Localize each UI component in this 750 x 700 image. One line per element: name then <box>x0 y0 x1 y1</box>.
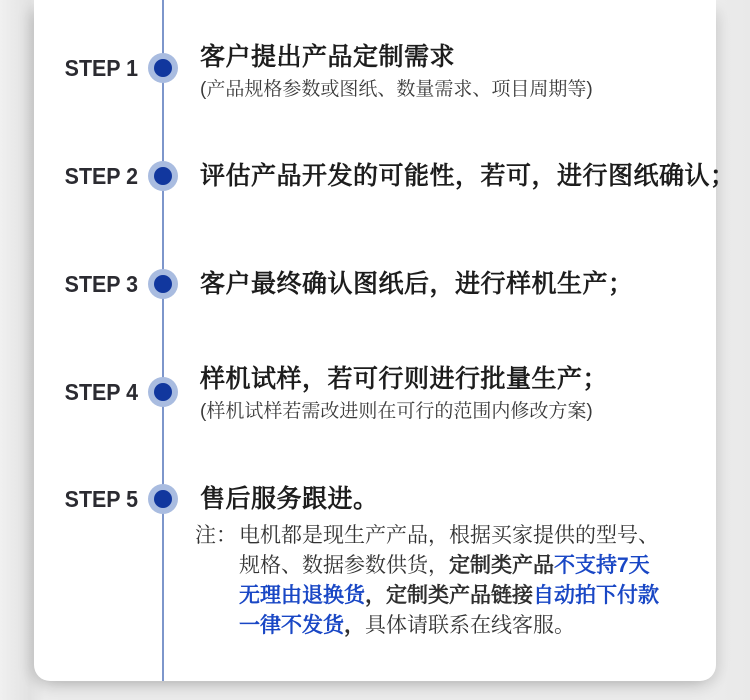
timeline-dot-step2 <box>148 161 178 191</box>
timeline-dot-step1 <box>148 53 178 83</box>
timeline-dot-step3 <box>148 269 178 299</box>
step4-content <box>200 363 700 425</box>
step4-subtitle: (样机试样若需改进则在可行的范围内修改方案) <box>200 401 593 422</box>
process-card <box>34 0 736 681</box>
note-segment: 自动拍下付款一律不发货 <box>239 584 659 637</box>
step5-content <box>200 483 700 515</box>
step1-content <box>200 41 700 103</box>
step4-label: STEP 4 <box>64 379 138 405</box>
customization-note <box>195 521 664 641</box>
note-body <box>239 521 664 641</box>
timeline-dot-step5 <box>148 484 178 514</box>
timeline-line <box>162 0 164 681</box>
note-prefix: 注： <box>195 524 237 547</box>
step1-title: 客户提出产品定制需求 <box>200 43 456 71</box>
note-segment: ， <box>365 584 386 607</box>
note-segment: 定制类产品 <box>449 554 554 577</box>
step5-label: STEP 5 <box>64 486 138 512</box>
step3-content <box>200 268 700 300</box>
note-segment: 电机都是现生产产品，根据买家提供的型号、规格、数据参数供货， <box>239 524 659 577</box>
note-segment: ， <box>344 614 365 637</box>
step2-content <box>200 160 736 192</box>
step5-title: 售后服务跟进。 <box>200 485 379 513</box>
step3-label: STEP 3 <box>64 271 138 297</box>
timeline-dot-step4 <box>148 377 178 407</box>
step1-label: STEP 1 <box>64 55 138 81</box>
note-segment: 具体请联系在线客服。 <box>365 614 575 637</box>
step2-title: 评估产品开发的可能性，若可，进行图纸确认； <box>200 162 736 190</box>
note-segment: 定制类产品链接 <box>386 584 533 607</box>
step1-subtitle: (产品规格参数或图纸、数量需求、项目周期等) <box>200 79 593 100</box>
step2-label: STEP 2 <box>64 163 138 189</box>
step4-title: 样机试样，若可行则进行批量生产； <box>200 365 609 393</box>
note-segment: 不支持7天无理由退换货 <box>239 554 650 607</box>
step3-title: 客户最终确认图纸后，进行样机生产； <box>200 270 634 298</box>
